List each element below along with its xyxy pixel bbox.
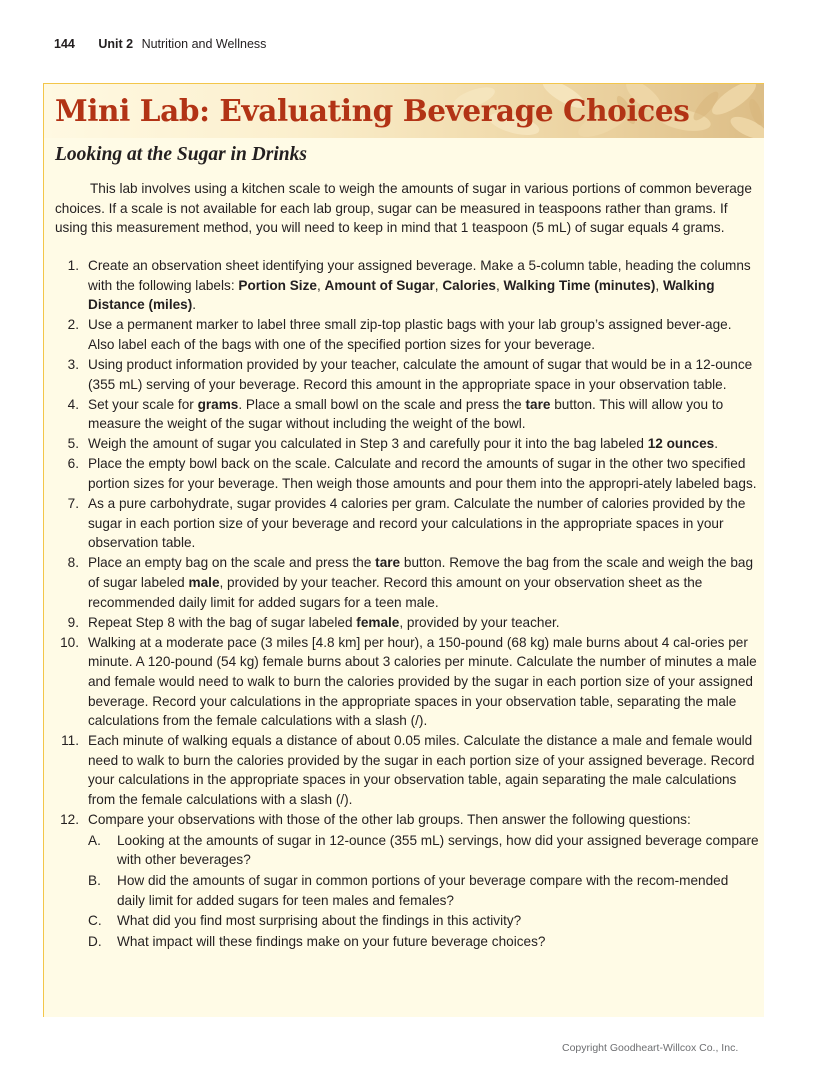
step-item xyxy=(44,553,759,612)
step-number: 1. xyxy=(67,258,79,273)
question-item xyxy=(88,932,759,952)
step-bold-term: 12 ounces xyxy=(647,436,715,452)
step-item xyxy=(44,434,759,454)
step-bold-term: male xyxy=(188,575,220,590)
step-number: 8. xyxy=(67,555,79,571)
step-text: , xyxy=(495,277,504,293)
unit-title: Nutrition and Wellness xyxy=(141,37,267,51)
step-bold-term: grams xyxy=(197,396,239,412)
step-item xyxy=(44,395,759,434)
step-text: , provided by your teacher. xyxy=(399,614,560,630)
mini-lab-panel xyxy=(43,83,764,1017)
step-number: 2. xyxy=(67,317,79,333)
step-text: Repeat Step 8 with the bag of sugar labeled xyxy=(88,614,357,630)
step-bold-term: female xyxy=(356,614,400,630)
copyright-footer: Copyright Goodheart-Willcox Co., Inc. xyxy=(562,1042,739,1054)
question-text: What impact will these findings make on your future beverage choices? xyxy=(117,933,546,949)
question-list xyxy=(88,831,759,952)
step-text: , provided by your teacher. Record this amount on your observation sheet as the recommended daily limit for added sugars for a teen male. xyxy=(88,575,703,610)
step-text: As a pure carbohydrate, sugar provides 4 calories per gram. Calculate the number of calories provided by the sugar in each portion size of your beverage and record your calculations in the appropriate spaces in your observation table. xyxy=(88,496,746,551)
step-text: . xyxy=(192,297,197,313)
step-text: button. This will allow you to measure the weight of the sugar without including the weight of the bowl. xyxy=(88,396,724,432)
question-letter: A. xyxy=(88,832,101,848)
step-text: Place an empty bag on the scale and press the xyxy=(88,555,376,571)
question-text: Looking at the amounts of sugar in 12-ounce (355 mL) servings, how did your assigned beverage compare with other beverages? xyxy=(117,832,759,868)
step-text: Set your scale for xyxy=(88,396,198,412)
step-bold-term: Amount of Sugar xyxy=(324,277,435,293)
step-number: 11. xyxy=(61,733,79,749)
step-number: 10. xyxy=(60,634,79,650)
step-number: 5. xyxy=(67,436,79,452)
step-bold-term: Walking Time (minutes) xyxy=(503,277,656,293)
step-bold-term: Portion Size xyxy=(238,277,317,293)
step-number: 6. xyxy=(67,456,79,472)
step-number: 7. xyxy=(67,496,79,512)
step-bold-term: tare xyxy=(525,396,551,412)
procedure-steps xyxy=(44,256,759,952)
step-text: Using product information provided by your teacher, calculate the amount of sugar that would be in a 12-ounce (355 mL) serving of your beverage. Record this amount in the appropriate space in your observation table. xyxy=(88,356,753,392)
step-bold-term: Calories xyxy=(442,277,496,293)
step-item xyxy=(44,613,759,633)
step-item xyxy=(44,633,759,731)
page-number: 144 xyxy=(54,37,75,51)
unit-label: Unit 2 xyxy=(98,37,134,51)
question-item xyxy=(88,911,759,931)
step-item xyxy=(44,731,759,809)
step-text: Compare your observations with those of the other lab groups. Then answer the following questions: xyxy=(88,812,691,828)
question-text: How did the amounts of sugar in common portions of your beverage compare with the recom-mended daily limit for added sugars for teen males and females? xyxy=(117,872,729,908)
step-number: 9. xyxy=(67,614,79,630)
step-text: . Place a small bowl on the scale and press the xyxy=(238,396,526,412)
running-header xyxy=(54,37,266,51)
step-number: 3. xyxy=(67,356,79,372)
step-text: Use a permanent marker to label three small zip-top plastic bags with your lab group’s assigned bever-age. Also label each of the bags with one of the specified portion sizes for your beverage. xyxy=(88,317,732,352)
step-text: Each minute of walking equals a distance of about 0.05 miles. Calculate the distance a male and female would need to walk to burn the calories provided by the sugar in each portion size of your assigned beverage. Record your calculations in the appropriate spaces in your observation table, again separating the male calculations from the female calculations with a slash (/). xyxy=(88,733,755,808)
step-text: , xyxy=(434,277,443,293)
question-item xyxy=(88,831,759,870)
step-bold-term: Walking Distance (miles) xyxy=(88,277,715,313)
step-text: Create an observation sheet identifying your assigned beverage. Make a 5-column table, heading the columns with the following labels: xyxy=(88,258,751,293)
question-letter: D. xyxy=(88,933,102,949)
step-text: , xyxy=(655,277,663,293)
step-bold-term: tare xyxy=(375,555,401,571)
step-text: Walking at a moderate pace (3 miles [4.8 km] per hour), a 150-pound (68 kg) male burns about 4 cal-ories per minute. A 120-pound (54 kg) female burns about 3 calories per minute. Calculate the number of minutes a male and female would need to walk to burn the calories provided by the sugar in each portion size of your assigned beverage. Record your calculations in the appropriate spaces in your observation table, separating the male calculations from the female calculations with a slash (/). xyxy=(88,634,757,729)
step-item xyxy=(44,256,759,315)
question-item xyxy=(88,871,759,910)
step-text: button. Remove the bag from the scale and weigh the bag of sugar labeled xyxy=(88,555,754,590)
step-item xyxy=(44,494,759,553)
step-item xyxy=(44,315,759,354)
question-letter: C. xyxy=(88,913,102,929)
question-text: What did you find most surprising about the findings in this activity? xyxy=(117,913,522,929)
step-item xyxy=(44,355,759,394)
title-banner xyxy=(44,84,764,138)
question-letter: B. xyxy=(88,872,101,888)
step-text: Place the empty bowl back on the scale. Calculate and record the amounts of sugar in the other two specified portion sizes for your beverage. Then weigh those amounts and pour them into the appropri-ately labeled bags. xyxy=(88,456,757,492)
step-text: . xyxy=(714,436,719,452)
step-text: Weigh the amount of sugar you calculated in Step 3 and carefully pour it into the bag labeled xyxy=(88,436,648,452)
step-text: , xyxy=(316,277,325,293)
step-number: 12. xyxy=(60,812,79,828)
step-item xyxy=(44,810,759,951)
page-title: Mini Lab: Evaluating Beverage Choices xyxy=(55,93,690,128)
intro-paragraph: This lab involves using a kitchen scale to weigh the amounts of sugar in various portions of common beverage choices. If a scale is not available for each lab group, sugar can be measured in teaspoons rather than grams. If using this measurement method, you will need to keep in mind that 1 teaspoon (5 mL) of sugar equals 4 grams. xyxy=(55,181,752,236)
step-number: 4. xyxy=(67,396,79,412)
subtitle: Looking at the Sugar in Drinks xyxy=(55,144,307,165)
step-item xyxy=(44,454,759,493)
